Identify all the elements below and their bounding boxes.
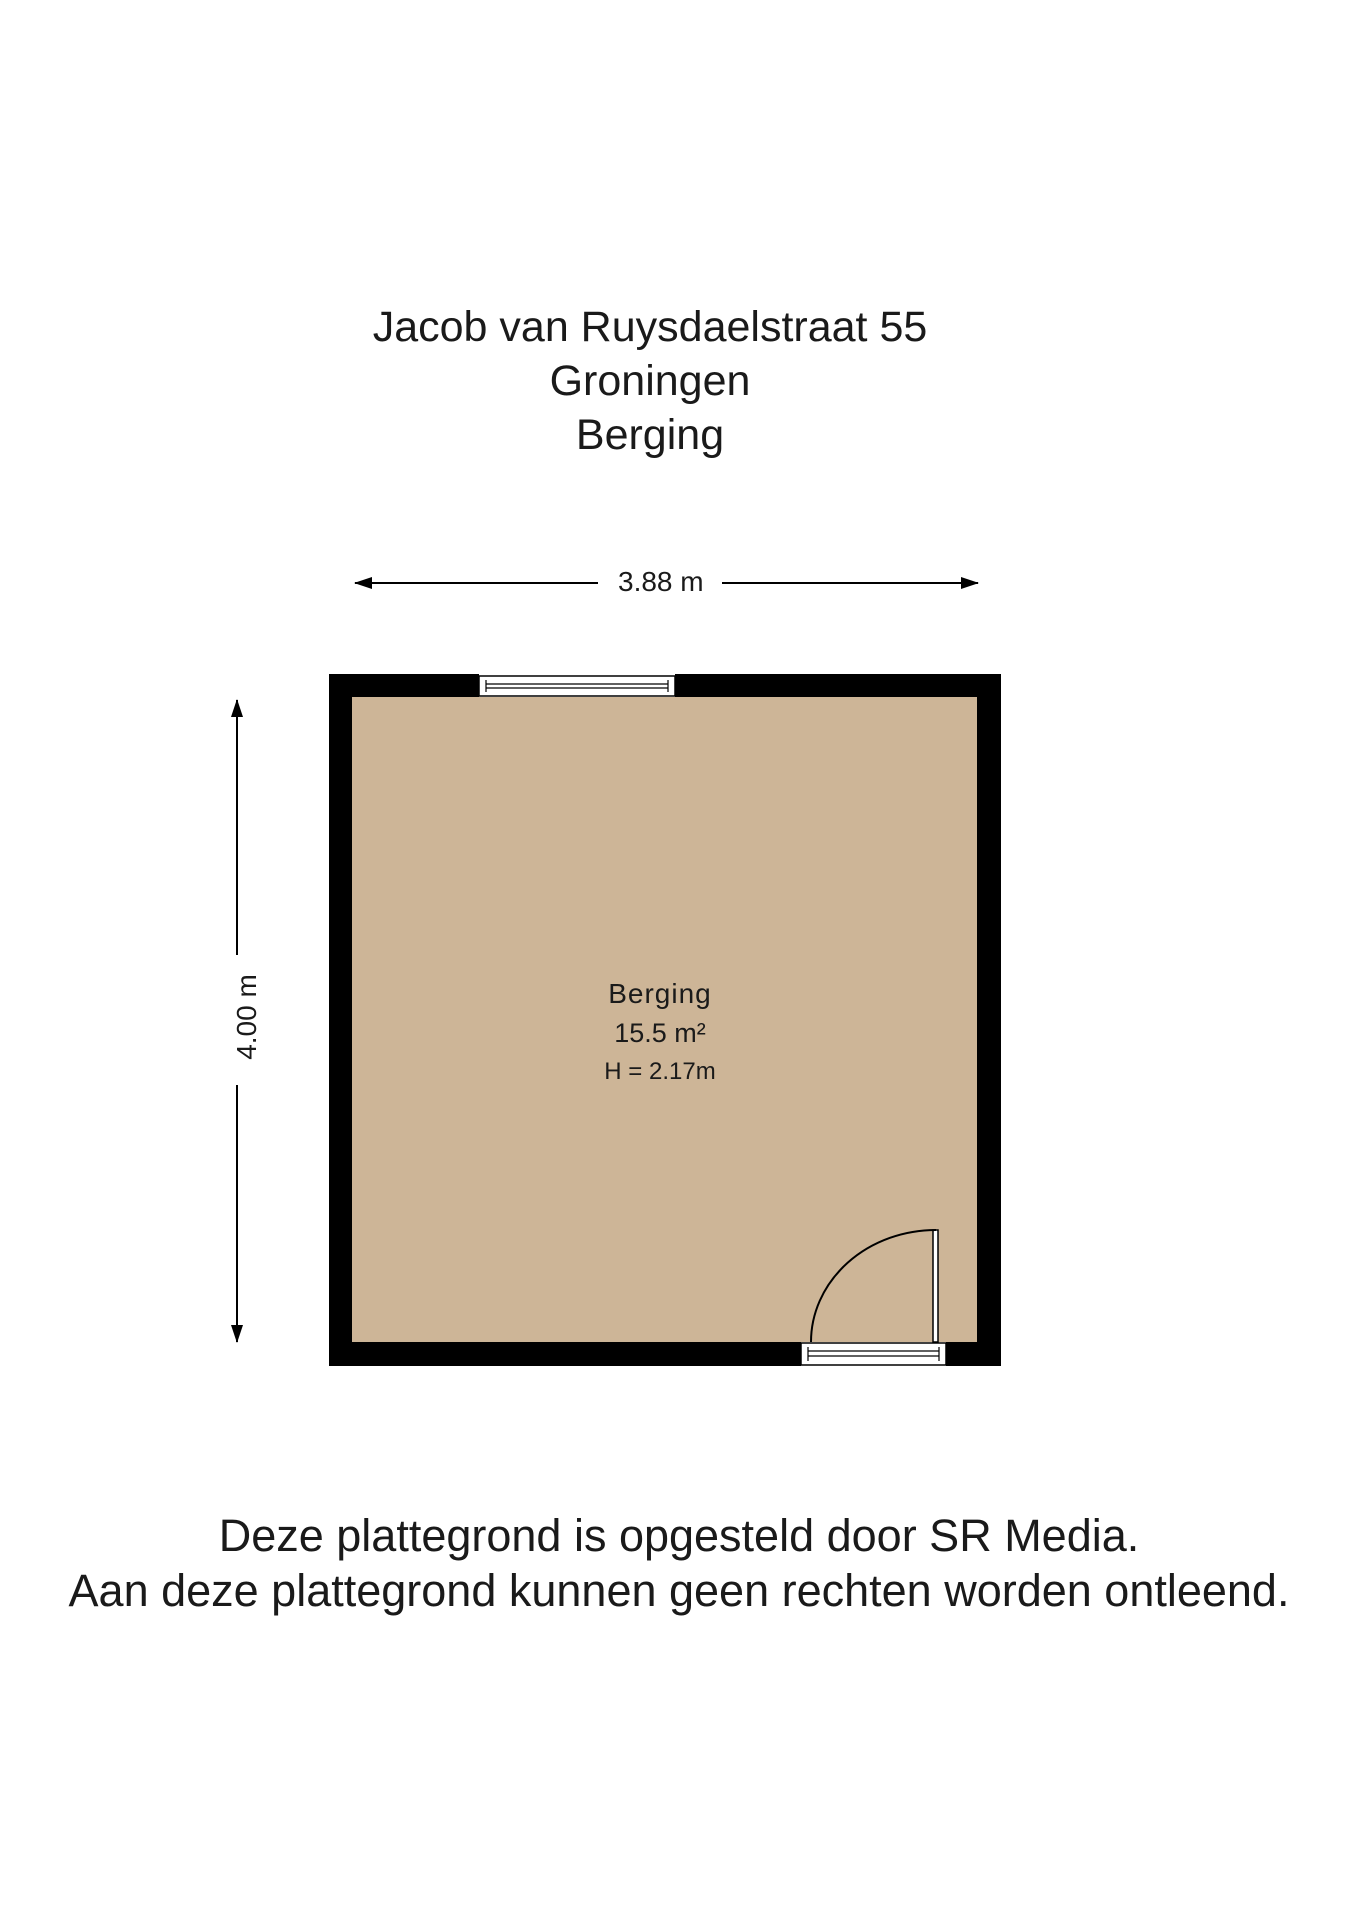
disclaimer-line-2: Aan deze plattegrond kunnen geen rechten worden ontleend. (68, 1565, 1290, 1616)
wall-left (329, 674, 352, 1366)
disclaimer-line-1: Deze plattegrond is opgesteld door SR Media. (218, 1510, 1140, 1561)
wall-top-right (675, 674, 1001, 697)
disclaimer (0, 1508, 1358, 1618)
wall-bottom-right (946, 1342, 1001, 1366)
room-height-label: H = 2.17m (604, 1058, 716, 1085)
wall-bottom-left (329, 1342, 801, 1366)
city-title: Groningen (549, 357, 751, 405)
door-leaf (933, 1230, 938, 1342)
wall-right (977, 674, 1001, 1366)
floor-title: Berging (575, 411, 725, 459)
room-area-label: 15.5 m² (614, 1018, 706, 1048)
window-top (479, 676, 675, 696)
address-title: Jacob van Ruysdaelstraat 55 (372, 303, 928, 351)
height-dimension-label: 4.00 m (230, 964, 264, 1070)
room-name-label: Berging (608, 978, 712, 1009)
width-dimension-label: 3.88 m (608, 565, 714, 599)
